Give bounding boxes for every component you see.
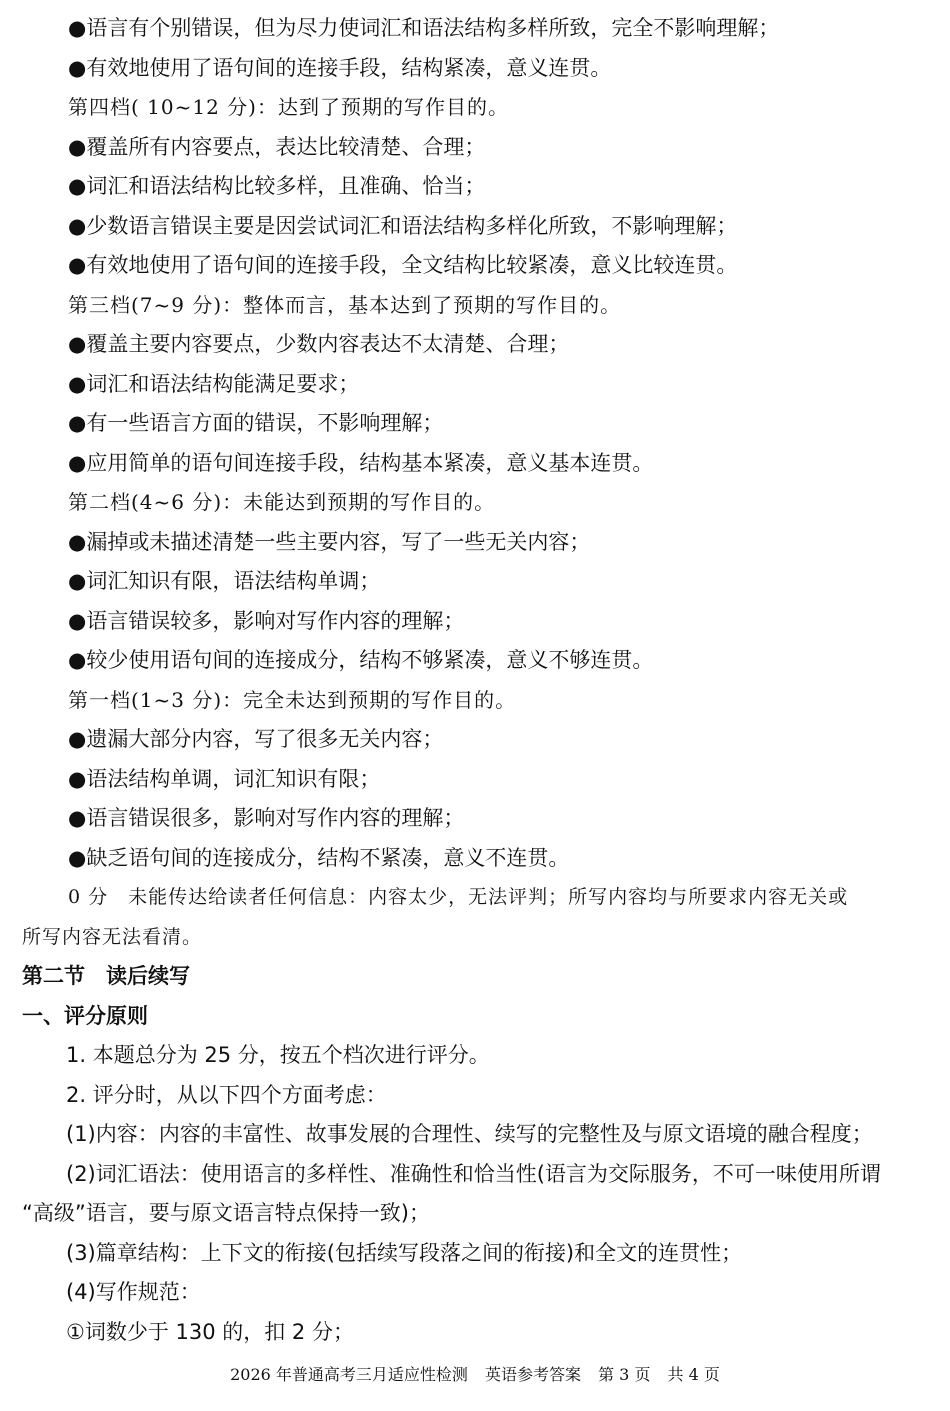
criterion-bullet: ●应用简单的语句间连接手段，结构基本紧凑，意义基本连贯。 bbox=[68, 451, 654, 475]
rule-subitem: ①词数少于 130 的，扣 2 分； bbox=[66, 1320, 354, 1344]
criterion-bullet: ●缺乏语句间的连接成分，结构不紧凑，意义不连贯。 bbox=[68, 846, 570, 870]
level-2-title: 第二档(4~6 分)：未能达到预期的写作目的。 bbox=[68, 490, 496, 514]
criterion-bullet: ●语法结构单调，词汇知识有限； bbox=[68, 767, 381, 791]
criterion-bullet: ●语言错误较多，影响对写作内容的理解； bbox=[68, 609, 465, 633]
criterion-bullet: ●语言有个别错误，但为尽力使词汇和语法结构多样所致，完全不影响理解； bbox=[68, 16, 780, 40]
footer-page-total: 共 4 页 bbox=[667, 1365, 720, 1384]
rule-subitem: (2)词汇语法：使用语言的多样性、准确性和恰当性(语言为交际服务，不可一味使用所谓 bbox=[66, 1162, 881, 1186]
criterion-bullet: ●覆盖主要内容要点，少数内容表达不太清楚、合理； bbox=[68, 332, 570, 356]
section-heading: 第二节 读后续写 bbox=[22, 964, 190, 988]
criterion-bullet: ●语言错误很多，影响对写作内容的理解； bbox=[68, 806, 465, 830]
rule-subitem-cont: “高级”语言，要与原文语言特点保持一致)； bbox=[22, 1201, 430, 1225]
level-4-title: 第四档( 10~12 分)：达到了预期的写作目的。 bbox=[68, 95, 509, 119]
criterion-bullet: ●少数语言错误主要是因尝试词汇和语法结构多样化所致，不影响理解； bbox=[68, 214, 738, 238]
level-0-description-cont: 所写内容无法看清。 bbox=[22, 926, 203, 948]
subsection-heading: 一、评分原则 bbox=[22, 1004, 148, 1028]
criterion-bullet: ●有效地使用了语句间的连接手段，结构紧凑，意义连贯。 bbox=[68, 56, 612, 80]
footer-page-number: 第 3 页 bbox=[598, 1365, 651, 1384]
rule-item: 1. 本题总分为 25 分，按五个档次进行评分。 bbox=[66, 1043, 490, 1067]
rule-subitem: (4)写作规范： bbox=[66, 1280, 201, 1304]
criterion-bullet: ●较少使用语句间的连接成分，结构不够紧凑，意义不够连贯。 bbox=[68, 648, 654, 672]
criterion-bullet: ●遗漏大部分内容，写了很多无关内容； bbox=[68, 727, 444, 751]
criterion-bullet: ●有一些语言方面的错误，不影响理解； bbox=[68, 411, 444, 435]
criterion-bullet: ●有效地使用了语句间的连接手段，全文结构比较紧凑，意义比较连贯。 bbox=[68, 253, 738, 277]
rule-item: 2. 评分时，从以下四个方面考虑： bbox=[66, 1083, 387, 1107]
level-3-title: 第三档(7~9 分)：整体而言，基本达到了预期的写作目的。 bbox=[68, 293, 622, 317]
level-1-title: 第一档(1~3 分)：完全未达到预期的写作目的。 bbox=[68, 688, 517, 712]
criterion-bullet: ●词汇和语法结构比较多样，且准确、恰当； bbox=[68, 174, 486, 198]
rule-subitem: (3)篇章结构：上下文的衔接(包括续写段落之间的衔接)和全文的连贯性； bbox=[66, 1241, 743, 1265]
criterion-bullet: ●词汇和语法结构能满足要求； bbox=[68, 372, 360, 396]
page-footer bbox=[0, 1364, 950, 1386]
criterion-bullet: ●覆盖所有内容要点，表达比较清楚、合理； bbox=[68, 135, 486, 159]
criterion-bullet: ●漏掉或未描述清楚一些主要内容，写了一些无关内容； bbox=[68, 530, 591, 554]
footer-subject: 英语参考答案 bbox=[484, 1365, 581, 1384]
level-0-description: 0 分 未能传达给读者任何信息：内容太少，无法评判；所写内容均与所要求内容无关或 bbox=[68, 886, 849, 908]
criterion-bullet: ●词汇知识有限，语法结构单调； bbox=[68, 569, 381, 593]
footer-exam-title: 2026 年普通高考三月适应性检测 bbox=[230, 1365, 468, 1384]
rule-subitem: (1)内容：内容的丰富性、故事发展的合理性、续写的完整性及与原文语境的融合程度； bbox=[66, 1122, 873, 1146]
